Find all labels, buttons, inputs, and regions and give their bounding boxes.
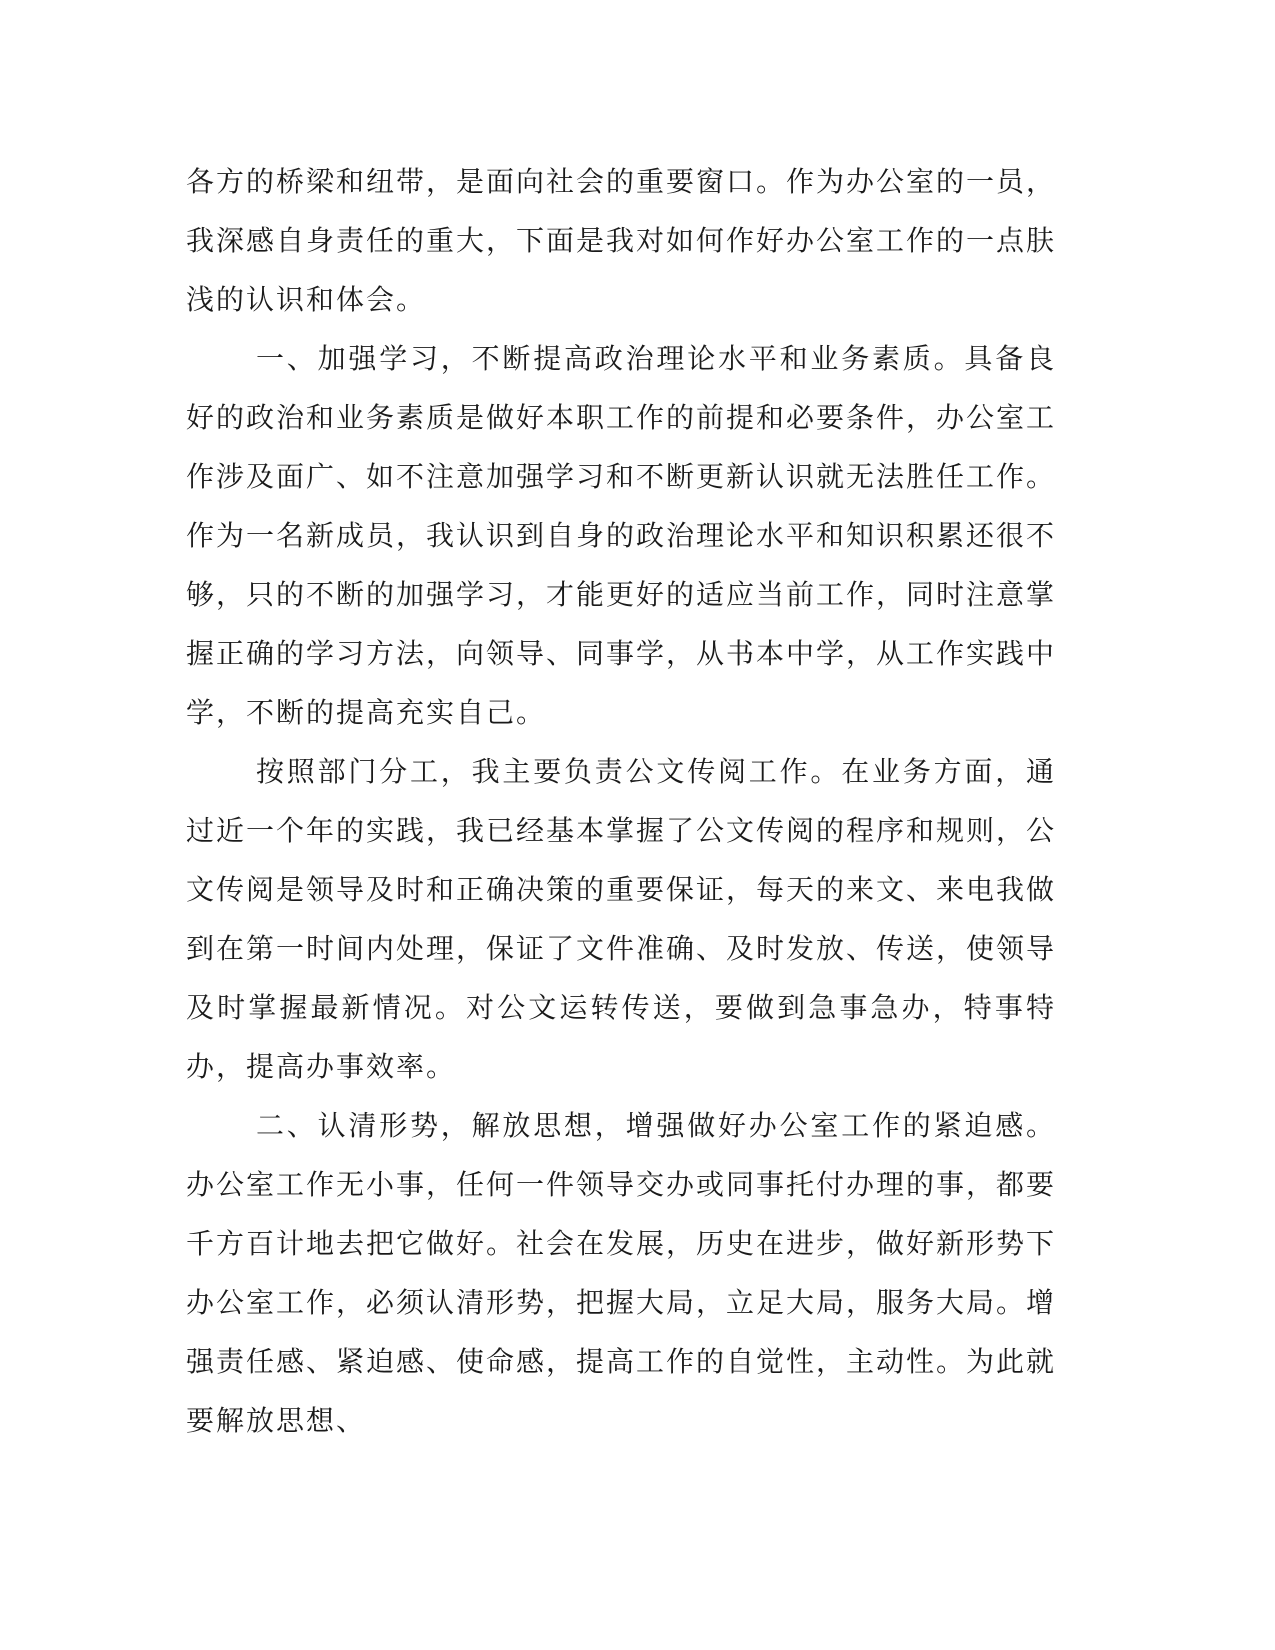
paragraph-2: 一、加强学习，不断提高政治理论水平和业务素质。具备良好的政治和业务素质是做好本职工作的前提和必要条件，办公室工作涉及面广、如不注意加强学习和不断更新认识就无法胜任工作。作为一名新成员，我认识到自身的政治理论水平和知识积累还很不够，只的不断的加强学习，才能更好的适应当前工作，同时注意掌握正确的学习方法，向领导、同事学，从书本中学，从工作实践中学，不断的提高充实自己。 [186,342,1057,729]
paragraph-3: 按照部门分工，我主要负责公文传阅工作。在业务方面，通过近一个年的实践，我已经基本掌握了公文传阅的程序和规则，公文传阅是领导及时和正确决策的重要保证，每天的来文、来电我做到在第一时间内处理，保证了文件准确、及时发放、传送，使领导及时掌握最新情况。对公文运转传送，要做到急事急办，特事特办，提高办事效率。 [186,755,1057,1083]
paragraph-1: 各方的桥梁和纽带，是面向社会的重要窗口。作为办公室的一员，我深感自身责任的重大，下面是我对如何作好办公室工作的一点肤浅的认识和体会。 [186,165,1057,316]
document-body [186,152,1056,1450]
paragraph-4: 二、认清形势，解放思想，增强做好办公室工作的紧迫感。办公室工作无小事，任何一件领导交办或同事托付办理的事，都要千方百计地去把它做好。社会在发展，历史在进步，做好新形势下办公室工作，必须认清形势，把握大局，立足大局，服务大局。增强责任感、紧迫感、使命感，提高工作的自觉性，主动性。为此就要解放思想、 [186,1109,1057,1437]
